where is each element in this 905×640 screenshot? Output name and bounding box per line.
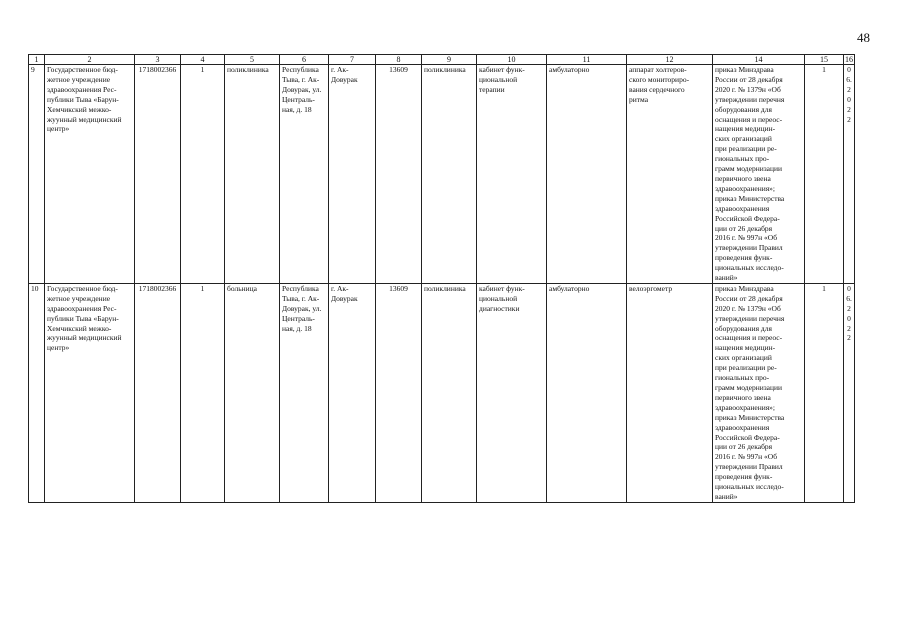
column-number: 11 xyxy=(547,55,627,65)
quantity: 1 xyxy=(805,65,844,284)
regulation-order: приказ Минздрава России от 28 декабря 2020 г. № 1379н «Об утверждении перечня оборудования для оснащения и переос- нащения медицин- ских организаций при реализации ре- гиональных про- грамм модернизации первичного звена здравоохранения»; приказ Министерства здравоохранения Российской Федера- ции от 26 декабря 2016 г. № 997н «Об утверждении Правил проведения функ- циональных исследо- ваний» xyxy=(713,65,805,284)
address: Республика Тыва, г. Ак- Довурак, ул. Централь- ная, д. 18 xyxy=(280,283,329,502)
column-number: 5 xyxy=(225,55,280,65)
table-row xyxy=(29,65,855,284)
page-number: 48 xyxy=(857,30,870,45)
care-mode: амбулаторно xyxy=(547,65,627,284)
inn: 1718002366 xyxy=(135,65,181,284)
facility-type: поликлиника xyxy=(225,65,280,284)
cabinet: кабинет функ- циональной диагностики xyxy=(477,283,547,502)
equipment: аппарат холтеров- ского мониториро- вания сердечного ритма xyxy=(627,65,713,284)
organization-name: Государственное бюд- жетное учреждение здравоохранения Рес- публики Тыва «Барун- Хемчикский межко- жуунный медицинский центр» xyxy=(45,65,135,284)
row-number: 10 xyxy=(29,283,45,502)
address: Республика Тыва, г. Ак- Довурак, ул. Централь- ная, д. 18 xyxy=(280,65,329,284)
column-number: 3 xyxy=(135,55,181,65)
quantity: 1 xyxy=(805,283,844,502)
unit: поликлиника xyxy=(422,283,477,502)
column-number: 14 xyxy=(713,55,805,65)
column-number: 6 xyxy=(280,55,329,65)
column-number: 12 xyxy=(627,55,713,65)
table-row xyxy=(29,283,855,502)
regulation-order: приказ Минздрава России от 28 декабря 2020 г. № 1379н «Об утверждении перечня оборудования для оснащения и переос- нащения медицин- ских организаций при реализации ре- гиональных про- грамм модернизации первичного звена здравоохранения»; приказ Министерства здравоохранения Российской Федера- ции от 26 декабря 2016 г. № 997н «Об утверждении Правил проведения функ- циональных исследо- ваний» xyxy=(713,283,805,502)
column-number: 10 xyxy=(477,55,547,65)
row-number: 9 xyxy=(29,65,45,284)
location-code: 13609 xyxy=(376,283,422,502)
care-mode: амбулаторно xyxy=(547,283,627,502)
city: г. Ак- Довурак xyxy=(329,65,376,284)
column-number: 4 xyxy=(181,55,225,65)
cabinet: кабинет функ- циональной терапии xyxy=(477,65,547,284)
facility-type: больница xyxy=(225,283,280,502)
count: 1 xyxy=(181,283,225,502)
count: 1 xyxy=(181,65,225,284)
city: г. Ак- Довурак xyxy=(329,283,376,502)
column-number: 7 xyxy=(329,55,376,65)
organization-name: Государственное бюд- жетное учреждение здравоохранения Рес- публики Тыва «Барун- Хемчикский межко- жуунный медицинский центр» xyxy=(45,283,135,502)
inn: 1718002366 xyxy=(135,283,181,502)
column-number: 16 xyxy=(845,55,853,64)
equipment: велоэргометр xyxy=(627,283,713,502)
location-code: 13609 xyxy=(376,65,422,284)
column-number: 15 xyxy=(805,55,844,65)
date: 06.2022 xyxy=(844,65,855,284)
equipment-table xyxy=(28,54,855,503)
unit: поликлиника xyxy=(422,65,477,284)
column-number: 9 xyxy=(422,55,477,65)
date: 06.2022 xyxy=(844,283,855,502)
column-number: 8 xyxy=(376,55,422,65)
column-number: 1 xyxy=(29,55,45,65)
column-number: 2 xyxy=(45,55,135,65)
column-number-row xyxy=(29,55,855,65)
